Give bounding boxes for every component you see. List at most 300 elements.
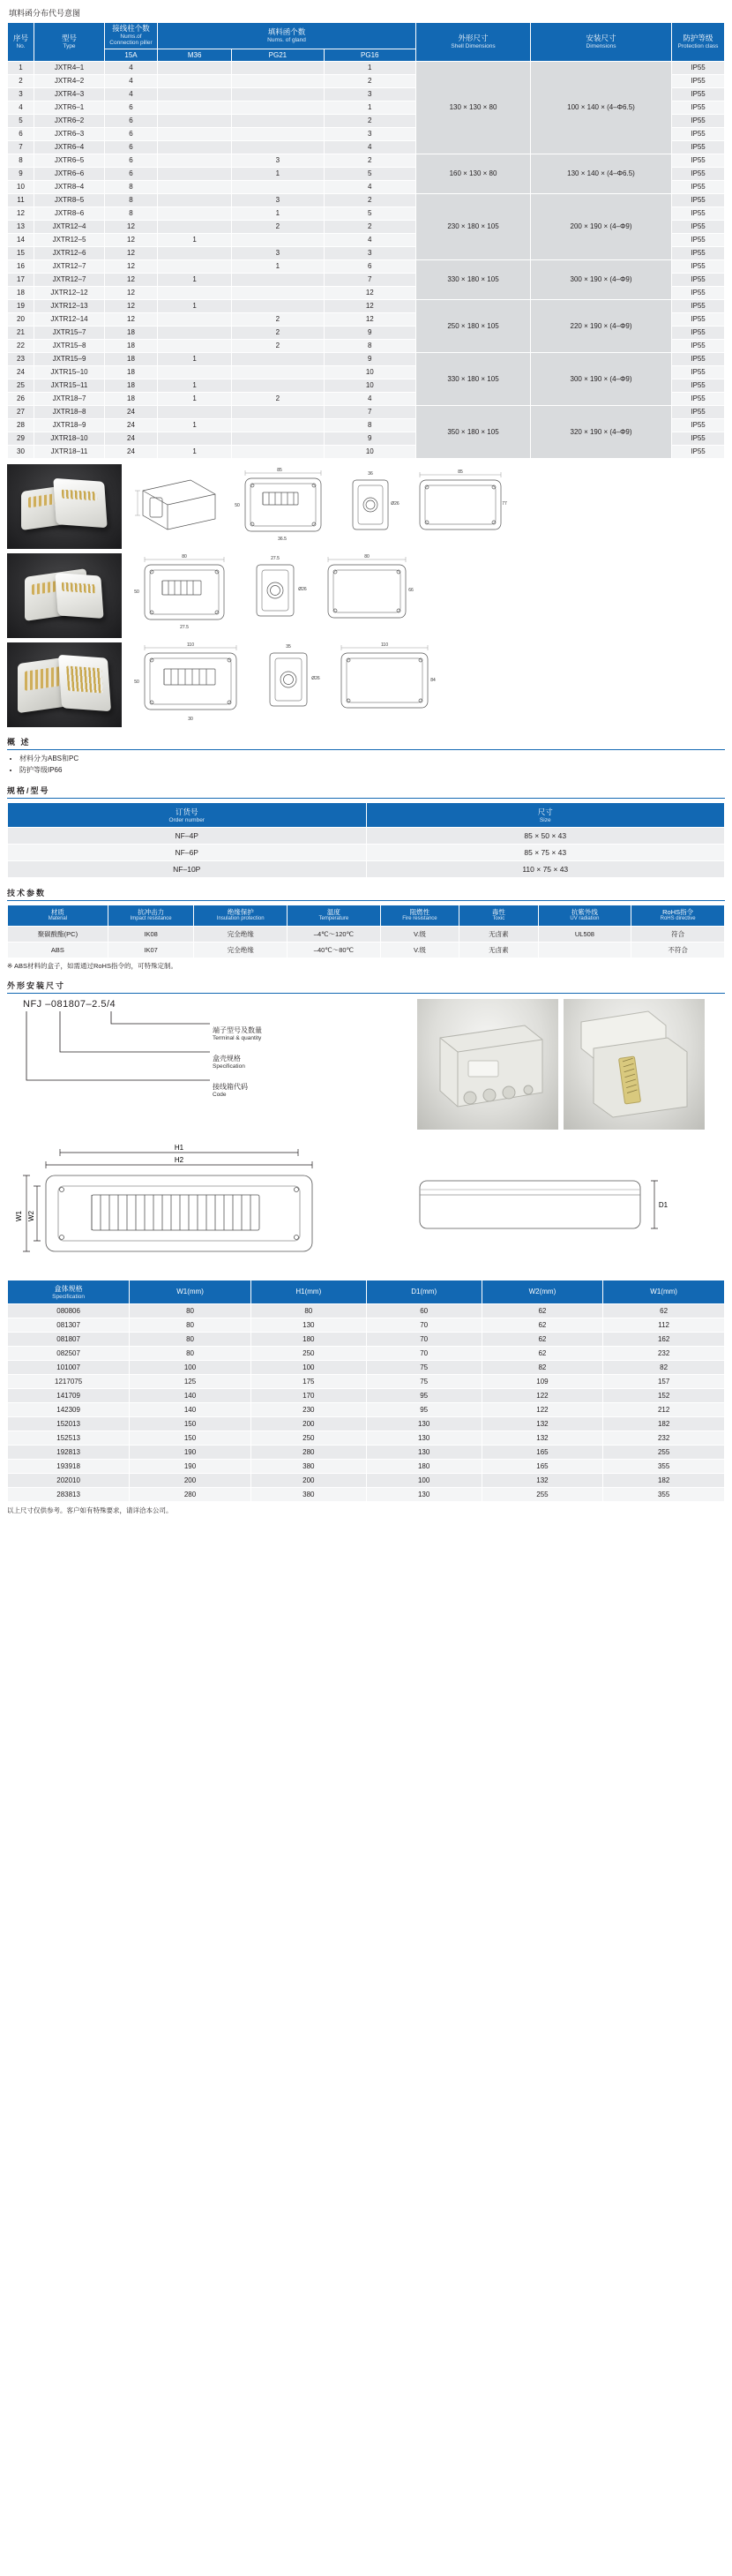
cell-15a: 4 (105, 74, 158, 87)
cell-spec: 192813 (8, 1445, 130, 1459)
dimension-drawing-row (7, 1140, 725, 1273)
subcol-15a: 15A (105, 49, 158, 61)
photo-open-box (564, 999, 705, 1130)
cell-type: JXTR12–6 (34, 246, 105, 259)
cell-m36 (158, 167, 232, 180)
product-photo-column (7, 464, 122, 727)
cell-protection-class: IP55 (672, 154, 725, 167)
cell-15a: 18 (105, 339, 158, 352)
cell-no: 15 (8, 246, 34, 259)
tech-row (8, 926, 725, 942)
cell-15a: 18 (105, 392, 158, 405)
cell-d1: 100 (366, 1473, 482, 1487)
subcol-pg21: PG21 (232, 49, 324, 61)
cell-h1: 175 (250, 1374, 366, 1388)
cell-15a: 8 (105, 180, 158, 193)
cell-15a: 6 (105, 154, 158, 167)
spec-col-w1b: W1(mm) (603, 1280, 725, 1303)
cell-pg16: 9 (324, 432, 415, 445)
cell-15a: 12 (105, 312, 158, 326)
cell-w2: 255 (482, 1487, 603, 1501)
cell-pg16: 9 (324, 326, 415, 339)
cell-pg16: 3 (324, 127, 415, 140)
box-specification-table (7, 1280, 725, 1502)
cell-w1b: 82 (603, 1360, 725, 1374)
cell-size: 85 × 75 × 43 (366, 845, 725, 861)
cell-pg21 (232, 140, 324, 154)
cell-d1: 95 (366, 1402, 482, 1416)
cell-type: JXTR12–13 (34, 299, 105, 312)
col-protection-class: 防护等级 Protection class (672, 23, 725, 62)
cell-type: JXTR6–3 (34, 127, 105, 140)
cell-m36: 1 (158, 352, 232, 365)
cell-m36 (158, 127, 232, 140)
cell-toxic: 无卤素 (459, 926, 538, 942)
tech-table-body (8, 926, 725, 958)
cell-w2: 122 (482, 1402, 603, 1416)
cell-m36 (158, 339, 232, 352)
cell-pg16: 4 (324, 140, 415, 154)
cell-15a: 24 (105, 418, 158, 432)
cell-protection-class: IP55 (672, 392, 725, 405)
svg-text:85: 85 (277, 467, 282, 473)
svg-text:36.5: 36.5 (278, 536, 287, 542)
cell-w1b: 162 (603, 1332, 725, 1346)
cell-mount-dimensions: 220 × 190 × (4–Φ9) (531, 299, 672, 352)
cell-impact: IK08 (108, 926, 194, 942)
cell-m36: 1 (158, 273, 232, 286)
cell-pg16: 2 (324, 220, 415, 233)
cell-rohs: 符合 (631, 926, 725, 942)
cell-m36 (158, 405, 232, 418)
drawing-front-dimensions (7, 1140, 377, 1273)
code-diagram (7, 999, 408, 1131)
code-explanation-block (7, 999, 725, 1131)
cell-fire: V.级 (380, 926, 459, 942)
svg-text:35: 35 (286, 643, 291, 650)
cell-type: JXTR18–8 (34, 405, 105, 418)
spec-table-body (8, 1303, 725, 1501)
cell-mount-dimensions: 100 × 140 × (4–Φ6.5) (531, 61, 672, 154)
tech-row (8, 942, 725, 958)
cell-w1b: 355 (603, 1487, 725, 1501)
product-photo-pair (417, 999, 705, 1131)
cell-w2: 82 (482, 1360, 603, 1374)
divider-spec-model (7, 798, 725, 799)
cell-15a: 4 (105, 87, 158, 101)
spec-row (8, 1303, 725, 1318)
photo-closed-box (417, 999, 558, 1130)
cell-15a: 6 (105, 127, 158, 140)
overview-bullet-1: • 防护等级IP66 (19, 765, 725, 777)
cell-15a: 12 (105, 246, 158, 259)
cell-no: 4 (8, 101, 34, 114)
svg-text:84: 84 (430, 677, 436, 683)
order-col-number: 订货号 Order number (8, 803, 367, 828)
cell-spec: 1217075 (8, 1374, 130, 1388)
product-photo-2 (7, 553, 122, 638)
spec-col-d1: D1(mm) (366, 1280, 482, 1303)
cell-rohs: 不符合 (631, 942, 725, 958)
table-head (8, 23, 725, 62)
cell-w2: 165 (482, 1459, 603, 1473)
cell-w2: 62 (482, 1303, 603, 1318)
cell-type: JXTR15–8 (34, 339, 105, 352)
cell-m36 (158, 312, 232, 326)
cell-type: JXTR12–4 (34, 220, 105, 233)
cell-spec: 152013 (8, 1416, 130, 1431)
cell-protection-class: IP55 (672, 193, 725, 207)
cell-h1: 100 (250, 1360, 366, 1374)
cell-w1: 140 (130, 1402, 251, 1416)
spec-row (8, 1318, 725, 1332)
cell-d1: 130 (366, 1431, 482, 1445)
cell-d1: 130 (366, 1416, 482, 1431)
cell-shell-dimensions: 350 × 180 × 105 (416, 405, 531, 458)
code-label-code: 接线箱代码 (213, 1082, 248, 1091)
cell-pg16: 5 (324, 207, 415, 220)
cell-no: 18 (8, 286, 34, 299)
cell-protection-class: IP55 (672, 352, 725, 365)
subcol-pg16: PG16 (324, 49, 415, 61)
cell-w1: 280 (130, 1487, 251, 1501)
table-row (8, 259, 725, 273)
cell-w2: 132 (482, 1416, 603, 1431)
cell-w1: 80 (130, 1318, 251, 1332)
cell-no: 17 (8, 273, 34, 286)
cell-w1: 150 (130, 1416, 251, 1431)
spec-row (8, 1374, 725, 1388)
cell-pg16: 7 (324, 273, 415, 286)
table-row (8, 154, 725, 167)
cell-m36 (158, 326, 232, 339)
cell-spec: 193918 (8, 1459, 130, 1473)
spec-row (8, 1416, 725, 1431)
cell-pg16: 10 (324, 445, 415, 458)
spec-row (8, 1487, 725, 1501)
cell-pg21 (232, 101, 324, 114)
cell-protection-class: IP55 (672, 259, 725, 273)
cell-pg21 (232, 180, 324, 193)
cell-15a: 24 (105, 405, 158, 418)
cell-m36 (158, 154, 232, 167)
cell-type: JXTR4–3 (34, 87, 105, 101)
svg-text:66: 66 (408, 587, 414, 593)
overview-bullet-0: • 材料分为ABS和PC (19, 754, 725, 765)
svg-text:36: 36 (368, 470, 373, 477)
page-caption: 填料函分布代号意图 (9, 9, 81, 18)
spec-row (8, 1346, 725, 1360)
tech-col-1: 抗冲击力 Impact resistance (108, 905, 194, 926)
col-connection-piller: 接线柱个数 Nums.of Connection piller (105, 23, 158, 49)
cell-d1: 180 (366, 1459, 482, 1473)
cell-type: JXTR8–4 (34, 180, 105, 193)
cell-d1: 70 (366, 1346, 482, 1360)
cell-impact: IK07 (108, 942, 194, 958)
svg-text:Ø26: Ø26 (391, 500, 400, 507)
cell-no: 6 (8, 127, 34, 140)
cell-protection-class: IP55 (672, 167, 725, 180)
cell-w1b: 182 (603, 1416, 725, 1431)
cell-no: 22 (8, 339, 34, 352)
cell-h1: 200 (250, 1416, 366, 1431)
outline-title: 外形安装尺寸 (7, 980, 66, 990)
cell-m36 (158, 220, 232, 233)
cell-d1: 75 (366, 1360, 482, 1374)
cell-mount-dimensions: 320 × 190 × (4–Φ9) (531, 405, 672, 458)
drawing-top-view-1 (229, 464, 335, 545)
cell-type: JXTR12–5 (34, 233, 105, 246)
col-mount-dimensions: 安装尺寸 Dimensions (531, 23, 672, 62)
cell-m36 (158, 432, 232, 445)
cell-type: JXTR18–9 (34, 418, 105, 432)
cell-m36 (158, 101, 232, 114)
cell-pg16: 2 (324, 154, 415, 167)
cell-w1b: 157 (603, 1374, 725, 1388)
cell-no: 26 (8, 392, 34, 405)
cell-no: 21 (8, 326, 34, 339)
cell-h1: 170 (250, 1388, 366, 1402)
cell-w1: 200 (130, 1473, 251, 1487)
cell-pg21: 2 (232, 392, 324, 405)
cell-15a: 12 (105, 259, 158, 273)
code-label-terminal: 端子型号及数量 (213, 1025, 262, 1034)
cell-shell-dimensions: 330 × 180 × 105 (416, 259, 531, 299)
order-row (8, 845, 725, 861)
cell-spec: 142309 (8, 1402, 130, 1416)
cell-no: 29 (8, 432, 34, 445)
cell-protection-class: IP55 (672, 207, 725, 220)
cell-pg21 (232, 352, 324, 365)
cell-pg21 (232, 74, 324, 87)
order-row (8, 861, 725, 878)
spec-row (8, 1431, 725, 1445)
cell-h1: 380 (250, 1459, 366, 1473)
svg-text:27.5: 27.5 (271, 555, 280, 561)
divider-overview (7, 749, 725, 750)
cell-h1: 130 (250, 1318, 366, 1332)
cell-d1: 70 (366, 1318, 482, 1332)
drawing-top-view-6 (327, 637, 442, 725)
cell-no: 1 (8, 61, 34, 74)
cell-no: 7 (8, 140, 34, 154)
cell-pg21: 3 (232, 154, 324, 167)
dim-w2-label: W2 (27, 1210, 35, 1221)
cell-pg21 (232, 418, 324, 432)
cell-w1: 190 (130, 1445, 251, 1459)
cell-d1: 70 (366, 1332, 482, 1346)
cell-no: 14 (8, 233, 34, 246)
cell-m36 (158, 193, 232, 207)
cell-15a: 12 (105, 299, 158, 312)
cell-protection-class: IP55 (672, 87, 725, 101)
cell-w1b: 232 (603, 1431, 725, 1445)
cell-shell-dimensions: 250 × 180 × 105 (416, 299, 531, 352)
col-no: 序号 No. (8, 23, 34, 62)
cell-no: 13 (8, 220, 34, 233)
cell-w1: 80 (130, 1346, 251, 1360)
cell-w1b: 212 (603, 1402, 725, 1416)
cell-pg21: 3 (232, 246, 324, 259)
cell-temp: –40℃～80℃ (288, 942, 381, 958)
table-row (8, 352, 725, 365)
cell-pg21 (232, 445, 324, 458)
cell-d1: 95 (366, 1388, 482, 1402)
cell-protection-class: IP55 (672, 339, 725, 352)
drawing-top-view-3 (127, 549, 237, 634)
cell-no: 23 (8, 352, 34, 365)
order-row (8, 828, 725, 845)
cell-protection-class: IP55 (672, 312, 725, 326)
cell-type: JXTR18–11 (34, 445, 105, 458)
cell-m36 (158, 365, 232, 379)
svg-text:Ø26: Ø26 (298, 586, 307, 592)
cell-order-number: NF–4P (8, 828, 367, 845)
cell-spec: 082507 (8, 1346, 130, 1360)
cell-m36 (158, 87, 232, 101)
col-gland: 填料函个数 Nums. of gland (158, 23, 416, 49)
drawing-side-view-1 (340, 464, 402, 545)
order-table-body (8, 828, 725, 878)
technical-parameter-table (7, 905, 725, 958)
cell-m36 (158, 140, 232, 154)
svg-text:50: 50 (134, 589, 139, 595)
cell-m36 (158, 74, 232, 87)
cell-pg16: 8 (324, 339, 415, 352)
cell-no: 9 (8, 167, 34, 180)
cell-pg21 (232, 127, 324, 140)
cell-pg21 (232, 273, 324, 286)
cell-m36 (158, 114, 232, 127)
cell-pg16: 7 (324, 405, 415, 418)
drawing-top-view-4 (314, 549, 420, 634)
cell-w1b: 112 (603, 1318, 725, 1332)
cell-no: 28 (8, 418, 34, 432)
cell-w1: 125 (130, 1374, 251, 1388)
cell-w1b: 62 (603, 1303, 725, 1318)
spec-row (8, 1402, 725, 1416)
cell-h1: 180 (250, 1332, 366, 1346)
order-number-table (7, 802, 725, 878)
cell-fire: V.级 (380, 942, 459, 958)
cell-15a: 4 (105, 61, 158, 74)
cell-pg16: 1 (324, 61, 415, 74)
cell-no: 3 (8, 87, 34, 101)
cell-mount-dimensions: 300 × 190 × (4–Φ9) (531, 259, 672, 299)
cell-pg21 (232, 405, 324, 418)
divider-tech (7, 900, 725, 901)
cell-w2: 62 (482, 1346, 603, 1360)
cell-size: 110 × 75 × 43 (366, 861, 725, 878)
cell-15a: 24 (105, 432, 158, 445)
cell-pg16: 2 (324, 193, 415, 207)
subcol-m36: M36 (158, 49, 232, 61)
cell-m36: 1 (158, 392, 232, 405)
cell-type: JXTR6–1 (34, 101, 105, 114)
cell-m36: 1 (158, 418, 232, 432)
cell-no: 2 (8, 74, 34, 87)
cell-pg21 (232, 286, 324, 299)
cell-type: JXTR8–6 (34, 207, 105, 220)
cell-no: 25 (8, 379, 34, 392)
spec-row (8, 1459, 725, 1473)
cell-m36: 1 (158, 445, 232, 458)
table-row (8, 193, 725, 207)
cell-no: 11 (8, 193, 34, 207)
cell-h1: 80 (250, 1303, 366, 1318)
cell-15a: 18 (105, 379, 158, 392)
cell-type: JXTR12–7 (34, 273, 105, 286)
cell-spec: 283813 (8, 1487, 130, 1501)
cell-w1: 140 (130, 1388, 251, 1402)
cell-h1: 250 (250, 1346, 366, 1360)
cell-type: JXTR8–5 (34, 193, 105, 207)
code-leader-labels (23, 1021, 408, 1127)
cell-no: 10 (8, 180, 34, 193)
spec-col-h1: H1(mm) (250, 1280, 366, 1303)
tech-col-7: RoHS指令 RoHS directive (631, 905, 725, 926)
cell-15a: 12 (105, 273, 158, 286)
cell-no: 19 (8, 299, 34, 312)
cell-pg16: 4 (324, 233, 415, 246)
svg-text:27.5: 27.5 (180, 624, 189, 630)
col-type: 型号 Type (34, 23, 105, 62)
cell-m36 (158, 207, 232, 220)
cell-protection-class: IP55 (672, 180, 725, 193)
spec-col-w2: W2(mm) (482, 1280, 603, 1303)
cell-protection-class: IP55 (672, 418, 725, 432)
tech-title: 技术参数 (7, 889, 47, 898)
cell-protection-class: IP55 (672, 101, 725, 114)
cell-no: 5 (8, 114, 34, 127)
cell-protection-class: IP55 (672, 365, 725, 379)
cell-pg21 (232, 299, 324, 312)
cell-pg16: 9 (324, 352, 415, 365)
cell-spec: 080806 (8, 1303, 130, 1318)
cell-15a: 6 (105, 140, 158, 154)
svg-text:80: 80 (364, 553, 370, 560)
cell-m36: 1 (158, 379, 232, 392)
cell-no: 24 (8, 365, 34, 379)
svg-text:85: 85 (458, 469, 463, 475)
cell-pg16: 4 (324, 180, 415, 193)
cell-no: 27 (8, 405, 34, 418)
dim-h2-label: H2 (174, 1155, 184, 1164)
code-label-code-en: Code (213, 1091, 227, 1098)
cell-protection-class: IP55 (672, 326, 725, 339)
cell-type: JXTR6–2 (34, 114, 105, 127)
cell-protection-class: IP55 (672, 286, 725, 299)
cell-15a: 12 (105, 233, 158, 246)
cell-pg21: 3 (232, 193, 324, 207)
drawing-iso-box (127, 464, 224, 545)
overview-title: 概 述 (7, 737, 31, 747)
cell-spec: 202010 (8, 1473, 130, 1487)
cell-pg21: 1 (232, 167, 324, 180)
cell-order-number: NF–10P (8, 861, 367, 878)
model-specification-table (7, 22, 725, 459)
cell-w2: 109 (482, 1374, 603, 1388)
cell-type: JXTR12–14 (34, 312, 105, 326)
cell-protection-class: IP55 (672, 140, 725, 154)
cell-h1: 250 (250, 1431, 366, 1445)
cell-pg21 (232, 365, 324, 379)
cell-pg16: 10 (324, 365, 415, 379)
cell-pg16: 6 (324, 259, 415, 273)
cell-pg16: 3 (324, 87, 415, 101)
cell-type: JXTR15–10 (34, 365, 105, 379)
cell-w1b: 232 (603, 1346, 725, 1360)
